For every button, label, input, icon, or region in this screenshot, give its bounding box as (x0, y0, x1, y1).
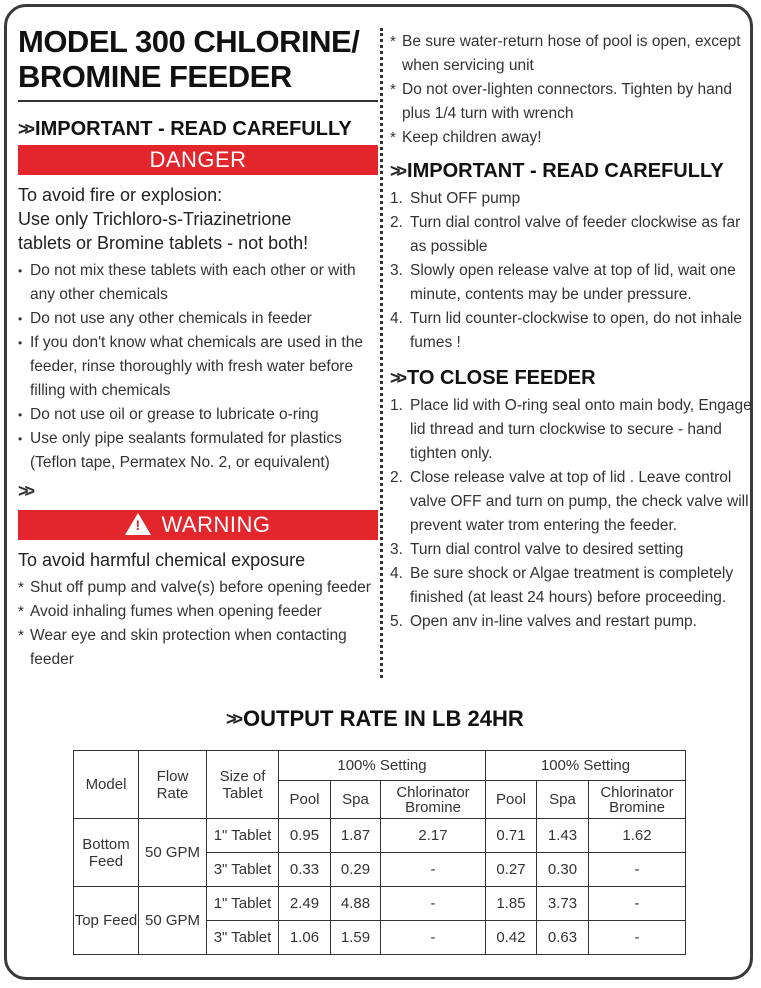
list-item: 5. Open anv in-line valves and restart pump. (390, 613, 697, 630)
important-header-text: IMPORTANT - READ CAREFULLY (35, 118, 352, 140)
danger-label: DANGER (149, 147, 247, 172)
step-text: Be sure shock or Algae treatment is completely finished (at least 24 hours) before proceeding. (410, 565, 734, 606)
header-pool: Pool (279, 781, 331, 819)
double-chevron-icon: >> (18, 119, 32, 139)
cell-size: 1" Tablet (207, 819, 279, 853)
step-text: Turn dial control valve of feeder clockwise as far as possible (410, 214, 741, 255)
cell-value: 1.85 (486, 887, 537, 921)
header-tablet-size: Size of Tablet (207, 751, 279, 819)
cell-value: 0.27 (486, 853, 537, 887)
cell-size: 3" Tablet (207, 853, 279, 887)
cell-value: - (589, 921, 686, 955)
double-chevron-icon: >> (390, 368, 404, 388)
list-item: 1. Shut OFF pump (390, 190, 521, 207)
header-setting-group: 100% Setting (486, 751, 686, 781)
list-item: • If you don't know what chemicals are used in the feeder, rinse thoroughly with fresh water before filling with chemicals (18, 331, 378, 403)
cell-value: 4.88 (331, 887, 381, 921)
list-item: • Do not mix these tablets with each other or with any other chemicals (18, 259, 378, 307)
precaution-list (390, 30, 752, 150)
list-item: 4. Be sure shock or Algae treatment is completely finished (at least 24 hours) before proceeding. (390, 565, 734, 606)
header-flow-rate: Flow Rate (139, 751, 207, 819)
cell-size: 3" Tablet (207, 921, 279, 955)
cell-value: 0.95 (279, 819, 331, 853)
header-chlorinator: Chlorinator Bromine (381, 781, 486, 819)
list-item: 1. Place lid with O-ring seal onto main body, Engage lid thread and turn clockwise to secure - hand tighten only. (390, 397, 752, 462)
list-item: • Do not use any other chemicals in feeder (18, 307, 378, 331)
warning-band (18, 510, 378, 540)
cell-flow: 50 GPM (139, 819, 207, 887)
cell-value: 0.30 (537, 853, 589, 887)
title-line-2: BROMINE FEEDER (18, 59, 292, 94)
open-steps-list (390, 187, 752, 355)
cell-flow: 50 GPM (139, 887, 207, 955)
header-spa: Spa (331, 781, 381, 819)
cell-value: - (589, 887, 686, 921)
cell-value: - (381, 853, 486, 887)
right-column (390, 30, 752, 634)
list-item: * Wear eye and skin protection when contacting feeder (18, 624, 378, 672)
cell-size: 1" Tablet (207, 887, 279, 921)
cell-value: 0.42 (486, 921, 537, 955)
list-item: * Be sure water-return hose of pool is open, except when servicing unit (390, 30, 752, 78)
cell-value: 0.33 (279, 853, 331, 887)
step-text: Open anv in-line valves and restart pump. (410, 613, 697, 630)
list-item: 2. Close release valve at top of lid . Leave control valve OFF and turn on pump, the check valve will prevent water trom entering the feeder. (390, 469, 749, 534)
header-chlorinator: Chlorinator Bromine (589, 781, 686, 819)
danger-lead-line: Use only Trichloro-s-Triazinetrione (18, 209, 292, 229)
cell-value: 1.06 (279, 921, 331, 955)
cell-value: - (589, 853, 686, 887)
cell-value: 0.71 (486, 819, 537, 853)
warning-triangle-icon: ! (125, 513, 151, 535)
step-text: Slowly open release valve at top of lid, wait one minute, contents may be under pressure. (410, 262, 736, 303)
warning-lead: To avoid harmful chemical exposure (18, 550, 306, 570)
double-chevron-icon: >> (18, 481, 32, 501)
cell-value: 3.73 (537, 887, 589, 921)
cell-value: 2.49 (279, 887, 331, 921)
cell-value: 1.59 (331, 921, 381, 955)
step-text: Shut OFF pump (410, 190, 521, 207)
close-header-text: TO CLOSE FEEDER (407, 367, 596, 389)
cell-value: 2.17 (381, 819, 486, 853)
column-divider (380, 28, 383, 678)
close-steps-list (390, 394, 752, 634)
list-item: 3. Slowly open release valve at top of lid, wait one minute, contents may be under pressure. (390, 262, 736, 303)
warning-list (18, 576, 378, 672)
header-spa: Spa (537, 781, 589, 819)
table-row (74, 887, 686, 921)
warning-label: WARNING (161, 512, 271, 537)
step-text: Place lid with O-ring seal onto main body, Engage lid thread and turn clockwise to secure - hand tighten only. (410, 397, 752, 462)
cell-value: 1.87 (331, 819, 381, 853)
cell-value: - (381, 921, 486, 955)
danger-lead-line: To avoid fire or explosion: (18, 185, 223, 205)
step-text: Turn lid counter-clockwise to open, do not inhale fumes ! (410, 310, 743, 351)
step-text: Turn dial control valve to desired setting (410, 541, 684, 558)
cell-value: 0.63 (537, 921, 589, 955)
list-item: 4. Turn lid counter-clockwise to open, do not inhale fumes ! (390, 310, 743, 351)
cell-value: 1.43 (537, 819, 589, 853)
header-model: Model (74, 751, 139, 819)
list-item: 3. Turn dial control valve to desired setting (390, 541, 684, 558)
list-item: * Keep children away! (390, 126, 752, 150)
cell-model: Bottom Feed (74, 819, 139, 887)
list-item: * Avoid inhaling fumes when opening feeder (18, 600, 378, 624)
important-header-right (390, 160, 752, 183)
product-title (18, 24, 378, 102)
output-header-text: OUTPUT RATE IN LB 24HR (243, 706, 524, 731)
important-header-text: IMPORTANT - READ CAREFULLY (407, 160, 724, 182)
double-chevron-icon: >> (390, 161, 404, 181)
important-header-left (18, 118, 378, 141)
output-rate-table (73, 750, 686, 955)
danger-lead-line: tablets or Bromine tablets - not both! (18, 233, 309, 253)
danger-lead (18, 183, 378, 255)
list-item: * Do not over-lighten connectors. Tighten by hand plus 1/4 turn with wrench (390, 78, 752, 126)
step-text: Close release valve at top of lid . Leave control valve OFF and turn on pump, the check valve will prevent water trom entering the feeder. (410, 469, 749, 534)
danger-list (18, 259, 378, 475)
cell-value: - (381, 887, 486, 921)
danger-band (18, 145, 378, 175)
close-feeder-header (390, 367, 752, 390)
list-item: * Shut off pump and valve(s) before opening feeder (18, 576, 378, 600)
list-item: 2. Turn dial control valve of feeder clockwise as far as possible (390, 214, 741, 255)
cell-value: 1.62 (589, 819, 686, 853)
output-rate-header (226, 706, 524, 732)
list-item: • Use only pipe sealants formulated for plastics (Teflon tape, Permatex No. 2, or equivalent) (18, 427, 378, 475)
header-pool: Pool (486, 781, 537, 819)
title-line-1: MODEL 300 CHLORINE/ (18, 24, 360, 59)
double-chevron-icon: >> (226, 708, 240, 729)
cell-model: Top Feed (74, 887, 139, 955)
table-row (74, 819, 686, 853)
list-item: • Do not use oil or grease to lubricate o-ring (18, 403, 378, 427)
cell-value: 0.29 (331, 853, 381, 887)
header-setting-group: 100% Setting (279, 751, 486, 781)
left-column (18, 24, 378, 672)
